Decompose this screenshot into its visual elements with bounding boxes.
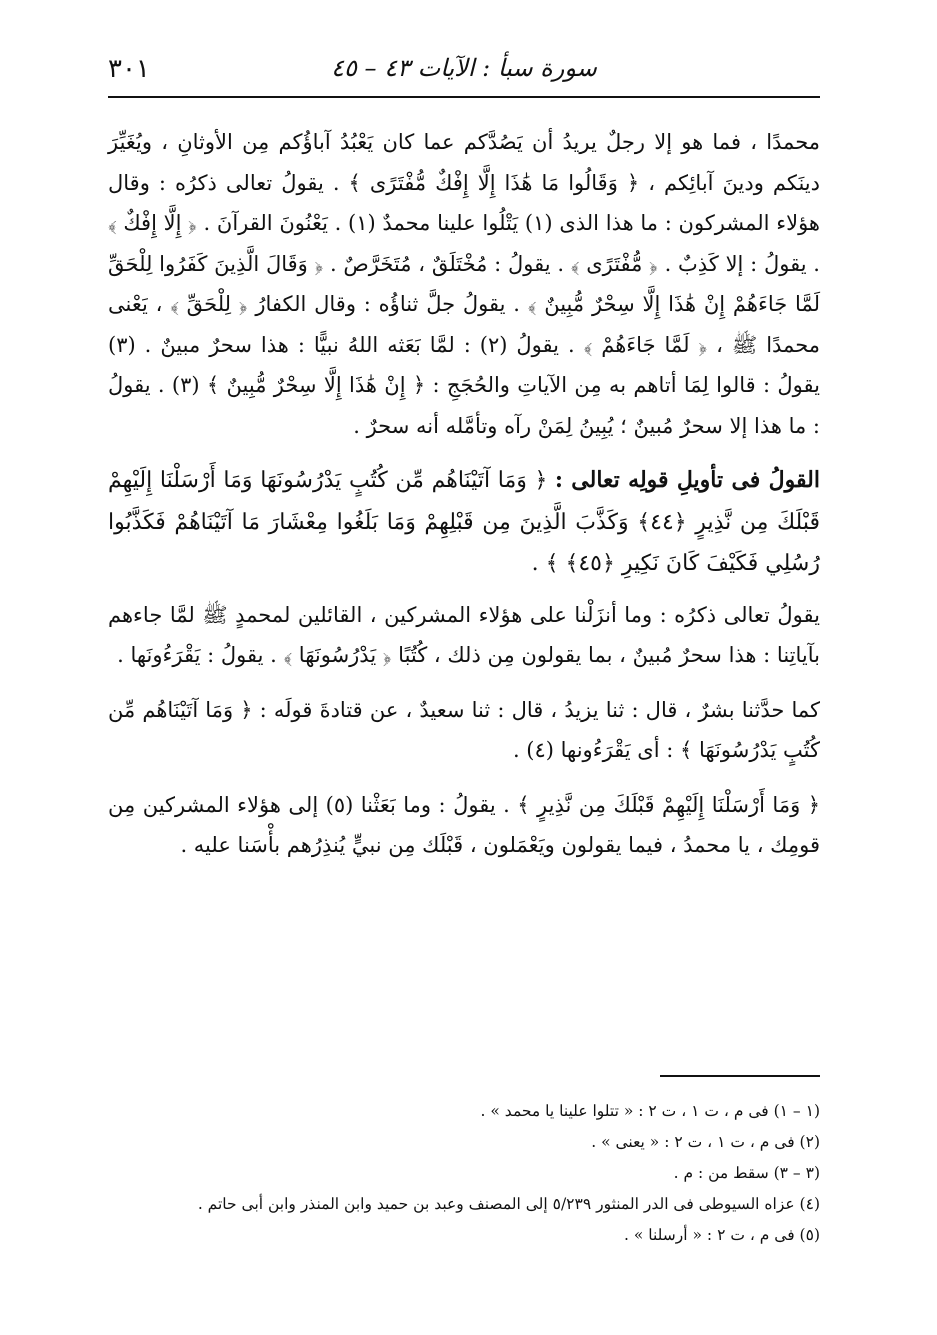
surah-title: سورة سبأ : الآيات ٤٣ – ٤٥ bbox=[331, 54, 597, 82]
page-number: ٣٠١ bbox=[108, 54, 150, 84]
section-heading: القولُ فى تأويلِ قولِه تعالى : bbox=[554, 467, 820, 493]
footnotes bbox=[108, 1096, 820, 1251]
footnote-divider bbox=[660, 1075, 820, 1077]
paragraph-4: كما حدَّثنا بشرٌ ، قال : ثنا يزيدُ ، قال : ثنا سعيدٌ ، عن قتادةَ قولَه : ﴿ وَمَا آتَيْنَاهُم مِّن كُتُبٍ يَدْرُسُونَهَا ﴾ : أى يَقْرَءُونها (٤) . bbox=[108, 697, 820, 762]
footnote-1: (١ – ١) فى م ، ت ١ ، ت ٢ : « تتلوا علينا يا محمد » . bbox=[480, 1102, 820, 1120]
footnote-3: (٣ – ٣) سقط من : م . bbox=[673, 1164, 820, 1182]
running-header bbox=[108, 52, 820, 92]
footnote-5: (٥) فى م ، ت ٢ : « أرسلنا » . bbox=[624, 1226, 820, 1244]
header-divider bbox=[108, 96, 820, 98]
paragraph-5: ﴿ وَمَا أَرْسَلْنَا إِلَيْهِمْ قَبْلَكَ مِن نَّذِيرٍ ﴾ . يقولُ : وما بَعَثْنا (٥) إلى هؤلاء المشركين مِن قومِك ، يا محمدُ ، فيما يقولون ويَعْمَلون ، قَبْلَك مِن نبيٍّ يُنذِرُهم بأْسَنا عليه . bbox=[108, 792, 820, 857]
paragraph-3: يقولُ تعالى ذكرُه : وما أنزَلْنا على هؤلاء المشركين ، القائلين لمحمدٍ ﷺ لمَّا جاءهم بآياتِنا : هذا سحرٌ مُبينٌ ، بما يقولون مِن ذلك ، كُتُبًا ﴿ يَدْرُسُونَهَا ﴾ . يقولُ : يَقْرَءُونَها . bbox=[108, 602, 820, 667]
footnote-4: (٤) عزاه السيوطى فى الدر المنثور ٥/٢٣٩ إلى المصنف وعبد بن حميد وابن المنذر وابن أبى حاتم . bbox=[197, 1195, 820, 1213]
quran-verse: ﴿ وَمَا آتَيْنَاهُم مِّن كُتُبٍ يَدْرُسُونَهَا وَمَا أَرْسَلْنَا إِلَيْهِمْ قَبْلَكَ مِن نَّذِيرٍ ﴿٤٤﴾ وَكَذَّبَ الَّذِينَ مِن قَبْلِهِمْ وَمَا بَلَغُوا مِعْشَارَ مَا آتَيْنَاهُمْ فَكَذَّبُوا رُسُلِي فَكَيْفَ كَانَ نَكِيرِ ﴿٤٥﴾ ﴾ . bbox=[108, 468, 820, 576]
paragraph-2 bbox=[108, 460, 820, 585]
paragraph-1: محمدًا ، فما هو إلا رجلٌ يريدُ أن يَصُدَّكم عما كان يَعْبُدُ آباؤُكم مِن الأوثانِ ، ويُغَيِّرَ دينَكم ودينَ آبائِكم ، ﴿ وَقَالُوا مَا هَٰذَا إِلَّا إِفْكٌ مُّفْتَرًى ﴾ . يقولُ تعالى ذكرُه : وقال هؤلاء المشركون : ما هذا الذى (١) يَتْلُوا علينا محمدٌ (١) . يَعْنُونَ القرآنَ . ﴿ إِلَّا إِفْكٌ ﴾ . يقولُ : إلا كَذِبٌ . ﴿ مُّفْتَرًى ﴾ . يقولُ : مُخْتَلَقٌ ، مُتَخَرَّصٌ . ﴿ وَقَالَ الَّذِينَ كَفَرُوا لِلْحَقِّ لَمَّا جَاءَهُمْ إِنْ هَٰذَا إِلَّا سِحْرٌ مُّبِينٌ ﴾ . يقولُ جلَّ ثناؤُه : وقال الكفارُ ﴿ لِلْحَقِّ ﴾ ، يَعْنى محمدًا ﷺ ، ﴿ لَمَّا جَاءَهُمْ ﴾ . يقولُ (٢) : لمَّا بَعَثه اللهُ نبيًّا : هذا سحرٌ مبينٌ . (٣) يقولُ : قالوا لِمَا أتاهم به مِن الآياتِ والحُجَجِ : ﴿ إِنْ هَٰذَا إِلَّا سِحْرٌ مُّبِينٌ ﴾ (٣) . يقولُ : ما هذا إلا سحرٌ مُبينٌ ؛ يُبِينُ لِمَنْ رآه وتأمَّله أنه سحرٌ . bbox=[108, 130, 820, 438]
footnote-2: (٢) فى م ، ت ١ ، ت ٢ : « يعنى » . bbox=[591, 1133, 820, 1151]
main-text bbox=[108, 122, 820, 880]
